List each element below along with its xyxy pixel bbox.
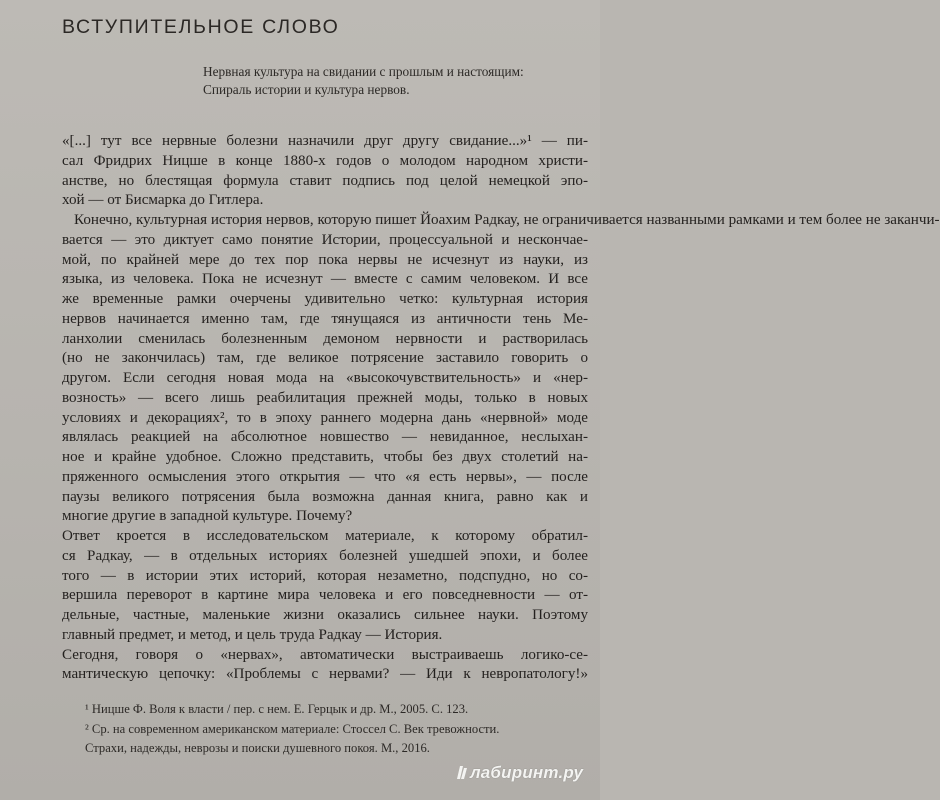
footnotes	[85, 700, 585, 759]
body-line: сал Фридрих Ницше в конце 1880-х годов о молодом народном христи-	[62, 152, 588, 169]
body-line: ланхолии сменилась болезненным демоном нервности и растворилась	[62, 330, 588, 347]
body-line: другом. Если сегодня новая мода на «высокочувствительность» и «нер-	[62, 370, 588, 386]
body-line: хой — от Бисмарка до Гитлера.	[62, 192, 264, 209]
footnote: ¹ Ницше Ф. Воля к власти / пер. с нем. Е. Герцык и др. М., 2005. С. 123.	[85, 702, 469, 716]
labirint-logo-icon	[455, 765, 468, 780]
body-text	[62, 132, 940, 685]
body-line: мантическую цепочку: «Проблемы с нервами? — Иди к невропатологу!»	[62, 666, 588, 683]
body-line: того — в истории этих историй, которая незаметно, подспудно, но со-	[62, 567, 588, 584]
footnote: ² Ср. на современном американском материале: Стоссел С. Век тревожности.	[85, 721, 500, 736]
body-line: являлась реакцией на абсолютное новшество — невиданное, неслыхан-	[62, 429, 588, 446]
body-line: паузы великого потрясения была возможна данная книга, равно как и	[62, 488, 588, 505]
footnote-continuation: Страхи, надежды, неврозы и поиски душевного покоя. М., 2016.	[85, 741, 430, 755]
body-line: Ответ кроется в исследовательском материале, к которому обратил-	[62, 528, 588, 544]
body-line: ное и крайне удобное. Сложно представить, чтобы без двух столетий на-	[62, 449, 588, 465]
chapter-heading: ВСТУПИТЕЛЬНОЕ СЛОВО	[62, 16, 340, 38]
watermark	[455, 763, 583, 783]
body-line: Конечно, культурная история нервов, которую пишет Йоахим Радкау, не ограничивается названными рамками и тем более не заканчи-	[74, 212, 940, 228]
epigraph-line: Нервная культура на свидании с прошлым и настоящим:	[203, 64, 524, 79]
body-line: дельные, частные, маленькие жизни оказались сильнее науки. Поэтому	[62, 607, 588, 623]
body-line: вается — это диктует само понятие Истории, процессуальной и нескончае-	[62, 231, 588, 248]
body-line: языка, из человека. Пока не исчезнут — вместе с самим человеком. И все	[62, 271, 588, 288]
body-line: Сегодня, говоря о «нервах», автоматически выстраиваешь логико-се-	[62, 646, 588, 663]
body-line: многие другие в западной культуре. Почему?	[62, 508, 353, 525]
body-line: анстве, но блестящая формула ставит подпись под целой немецкой эпо-	[62, 172, 588, 189]
watermark-text: лабиринт.ру	[470, 763, 584, 782]
body-line: (но не закончилась) там, где великое потрясение заставило говорить о	[62, 350, 588, 367]
epigraph-line: Спираль истории и культура нервов.	[203, 81, 410, 97]
body-line: же временные рамки очерчены удивительно четко: культурная история	[62, 291, 588, 307]
body-line: главный предмет, и метод, и цель труда Радкау — История.	[62, 626, 443, 643]
body-line: мой, по крайней мере до тех пор пока нервы не исчезнут из науки, из	[62, 251, 588, 268]
body-line: условиях и декорациях², то в эпоху раннего модерна дань «нервной» моде	[62, 409, 588, 426]
body-line: «[...] тут все нервные болезни назначили друг другу свидание...»¹ — пи-	[62, 133, 588, 149]
body-line: ся Радкау, — в отдельных историях болезней ушедшей эпохи, и более	[62, 547, 588, 564]
body-line: нервов начинается именно там, где тянущаяся из античности тень Ме-	[62, 310, 588, 327]
epigraph	[203, 63, 583, 98]
body-line: вершила переворот в картине мира человека и его повседневности — от-	[62, 587, 588, 604]
body-line: возность» — всего лишь реабилитация прежней моды, только в новых	[62, 389, 588, 406]
body-line: пряженного осмысления этого открытия — что «я есть нервы», — после	[62, 468, 588, 485]
